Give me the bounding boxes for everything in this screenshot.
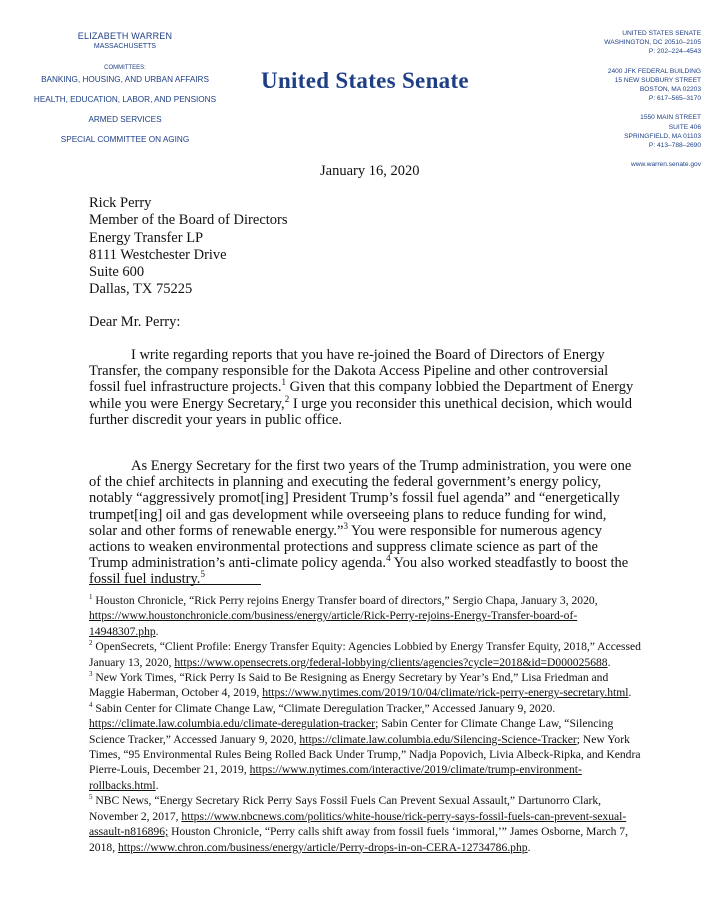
senator-name: ELIZABETH WARREN [77, 31, 173, 41]
office-line: P: 202–224–4543 [648, 48, 701, 56]
office-line: SUITE 406 [668, 123, 701, 131]
footnote-number: 4 [89, 700, 93, 709]
footnotes [89, 593, 641, 855]
footnote-link[interactable]: https://www.nytimes.com/interactive/2019/climate/trump-environment-rollbacks.html [89, 763, 582, 792]
footnote-text: Houston Chronicle, “Perry calls shift away from fossil fuels ‘immoral,’” James Osborne, March 7, 2018, [89, 825, 628, 854]
recipient-address [89, 195, 288, 299]
paragraph-text: I urge you reconsider this unethical decision, which would further discredit your years in public office. [89, 395, 633, 428]
office-line: 15 NEW SUDBURY STREET [614, 76, 701, 84]
footnote-text: . [607, 655, 611, 669]
address-line: Member of the Board of Directors [89, 212, 288, 229]
footnote-link[interactable]: https://www.chron.com/business/energy/article/Perry-drops-in-on-CERA-12734786.php [117, 840, 528, 854]
office-line: SPRINGFIELD, MA 01103 [624, 132, 701, 140]
footnote-text: . [155, 778, 159, 792]
office-line: BOSTON, MA 02203 [639, 86, 701, 94]
committees-label: COMMITTEES: [104, 65, 146, 71]
senator-state: MASSACHUSETTS [93, 43, 157, 50]
footnote-ref: 5 [200, 569, 205, 580]
office-line: 1550 MAIN STREET [640, 114, 701, 122]
footnote-5 [89, 793, 641, 855]
paragraph-text: As Energy Secretary for the first two years of the Trump administration, you were one of the chief architects in planning and executing the federal government’s energy policy, notably “aggressively promot[ing] President Trump’s fossil fuel agenda” and “energetically trumpet[ing] oil and gas development while overseeing plans to reduce funding for wind, solar and other forms of renewable energy.” [89, 458, 632, 539]
footnote-text: New York Times, “Rick Perry Is Said to Be Resigning as Energy Secretary by Year’s End,” Lisa Friedman and Maggie Haberman, October 4, 2019, [89, 671, 609, 700]
address-line: Rick Perry [89, 195, 152, 211]
letterhead-left [0, 31, 250, 155]
footnote-text: . [628, 686, 632, 700]
address-line: Energy Transfer LP [89, 229, 204, 246]
paragraph-text: I write regarding reports that you have re-joined the Board of Directors of Energy Transfer, the company responsible for the Dakota Access Pipeline and other controversial fossil fuel infrastructure projects. [89, 347, 609, 396]
footnote-text: . [527, 840, 531, 854]
office-line: P: 617–565–3170 [648, 95, 701, 103]
office-line: WASHINGTON, DC 20510–2105 [604, 39, 701, 47]
footnote-text: . [155, 624, 159, 638]
footnote-number: 1 [89, 593, 93, 602]
letter-date: January 16, 2020 [320, 163, 420, 179]
paragraph-text: You were responsible for numerous agency actions to weaken environmental protections and suppress climate science as part of the Trump administration’s anti-climate policy agenda. [89, 522, 603, 572]
office-line: 2400 JFK FEDERAL BUILDING [607, 67, 701, 75]
address-line: Dallas, TX 75225 [89, 281, 193, 298]
footnote-ref: 2 [284, 393, 290, 404]
footnote-link[interactable]: https://www.houstonchronicle.com/business/energy/article/Rick-Perry-rejoins-Energy-Transfer-board-of-14948307.php [89, 609, 578, 638]
footnote-text: Sabin Center for Climate Change Law, “Climate Deregulation Tracker,” Accessed January 9, 2020. [92, 701, 556, 715]
footnote-number: 5 [89, 793, 93, 802]
salutation: Dear Mr. Perry: [89, 314, 181, 330]
footnote-text: NBC News, “Energy Secretary Rick Perry Says Fossil Fuels Can Prevent Sexual Assault,” Dartunorro Clark, November 2, 2017, [89, 794, 602, 823]
office-springfield [561, 113, 701, 150]
paragraph-text: You also worked steadfastly to boost the fossil fuel industry. [89, 555, 629, 588]
footnote-4 [89, 701, 641, 793]
footnote-ref: 3 [343, 520, 348, 531]
footnote-text: ; Sabin Center for Climate Change Law, “Silencing Science Tracker,” Accessed January 9, 2020, [89, 717, 614, 746]
footnote-ref: 1 [281, 377, 286, 388]
office-line: UNITED STATES SENATE [622, 30, 701, 37]
address-line: 8111 Westchester Drive [89, 246, 227, 263]
footnote-text: Houston Chronicle, “Rick Perry rejoins Energy Transfer board of directors,” Sergio Chapa, January 3, 2020, [92, 594, 598, 607]
body-paragraph-1 [89, 347, 637, 428]
footnote-divider [89, 584, 261, 585]
address-line: Suite 600 [89, 264, 145, 281]
footnote-link[interactable]: https://www.nytimes.com/2019/10/04/climate/rick-perry-energy-secretary.html [262, 686, 629, 700]
footnote-text: ; New York Times, “95 Environmental Rules Being Rolled Back Under Trump,” Nadja Popovich, Livia Albeck-Ripka, and Kendra Pierre-Louis, December 21, 2019, [89, 732, 641, 777]
footnote-1 [89, 593, 641, 639]
committee-item: SPECIAL COMMITTEE ON AGING [60, 135, 190, 144]
footnote-2 [89, 639, 641, 670]
body-paragraph-2 [89, 458, 637, 588]
footnote-ref: 4 [386, 553, 391, 564]
footnote-link[interactable]: https://www.opensecrets.org/federal-lobbying/clients/agencies?cycle=2018&id=D000025688 [174, 655, 608, 669]
committee-item: BANKING, HOUSING, AND URBAN AFFAIRS [41, 75, 209, 84]
footnote-number: 3 [89, 670, 93, 679]
footnote-link[interactable]: https://climate.law.columbia.edu/climate-deregulation-tracker [89, 717, 376, 731]
footnote-number: 2 [89, 639, 93, 648]
footnote-3 [89, 670, 641, 701]
committee-item: HEALTH, EDUCATION, LABOR, AND PENSIONS [33, 95, 217, 104]
paragraph-text: Given that this company lobbied the Department of Energy while you were Energy Secretary, [89, 379, 634, 412]
office-washington [561, 29, 701, 57]
office-boston [561, 67, 701, 104]
office-line: P: 413–788–2690 [648, 142, 701, 150]
website: www.warren.senate.gov [630, 161, 701, 169]
senate-title: United States Senate [261, 68, 469, 93]
letterhead-right [561, 29, 701, 169]
footnote-link[interactable]: https://www.nbcnews.com/politics/white-house/rick-perry-says-fossil-fuels-can-prevent-sexual-assault-n816896; [89, 809, 627, 839]
footnote-link[interactable]: https://climate.law.columbia.edu/Silencing-Science-Tracker [299, 732, 577, 746]
committee-item: ARMED SERVICES [88, 115, 162, 124]
footnote-text: OpenSecrets, “Client Profile: Energy Transfer Equity: Agencies Lobbied by Energy Transfer Equity, 2018,” Accessed January 13, 2020, [89, 640, 641, 669]
